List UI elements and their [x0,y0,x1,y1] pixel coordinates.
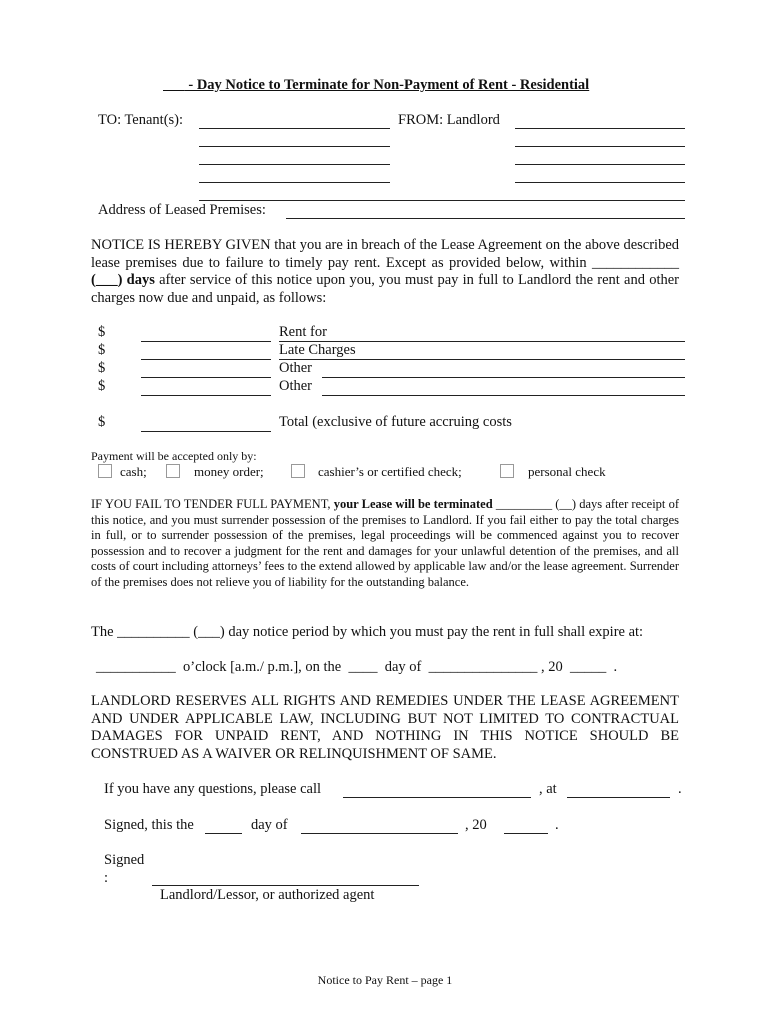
tenant-name-line-2[interactable] [199,146,390,147]
signed-year-label: , 20 [465,817,487,833]
charge-amount-line-3[interactable] [141,377,271,378]
signed-month-line[interactable] [301,833,458,834]
expire-line-2: ___________ o’clock [a.m./ p.m.], on the ____ day of _______________ , 20 _____ . [96,659,618,675]
total-dollar: $ [98,414,106,430]
total-label: Total (exclusive of future accruing costs [279,414,512,430]
charge-desc-line-2[interactable] [279,359,685,360]
tenant-name-line-4[interactable] [199,182,390,183]
landlord-name-line-1[interactable] [515,128,685,129]
signature-caption: Landlord/Lessor, or authorized agent [160,887,375,903]
money-order-checkbox[interactable] [166,464,180,478]
title-blank [163,77,185,93]
landlord-name-line-4[interactable] [515,182,685,183]
failure-bold: your Lease will be terminated [333,497,493,511]
address-line-top[interactable] [199,200,685,201]
notice-days-bold: (___) days [91,272,155,288]
charge-dollar-2: $ [98,342,106,358]
failure-paragraph: IF YOU FAIL TO TENDER FULL PAYMENT, your Lease will be terminated _________ (__) days after receipt of this notice, and you must surrender possession of the premises to Landlord. If you fail either to pay the total charges in full, or to surrender possession of the premises, legal proceedings will be commenced against you to recover possession and to recover a judgment for the rent and damages for your unlawful detention of the premises, and all costs of court including attorneys’ fees to the extend allowed by applicable law and/or the lease agreement. Surrender of the premises does not relieve you of liability for the outstanding balance. [91,497,679,589]
signed-end: . [555,817,559,833]
title-text: - Day Notice to Terminate for Non-Payment of Rent - Residential [184,77,590,93]
reserves-paragraph: LANDLORD RESERVES ALL RIGHTS AND REMEDIES UNDER THE LEASE AGREEMENT AND UNDER APPLICABLE LAW, INCLUDING BUT NOT LIMITED TO CONTRACTUAL DAMAGES FOR UNPAID RENT, AND NOTHING IN THIS NOTICE SHOULD BE CONSTRUED AS A WAIVER OR RELINQUISHMENT OF SAME. [91,693,679,762]
questions-phone-line[interactable] [567,797,670,798]
signed-this-label: Signed, this the [104,817,194,833]
charge-label-1: Rent for [279,324,327,340]
payment-heading: Payment will be accepted only by: [91,449,257,463]
questions-at: , at [539,781,557,797]
signature-line[interactable] [152,885,419,886]
total-amount-line[interactable] [141,431,271,432]
charge-label-2: Late Charges [279,342,356,358]
money-order-label: money order; [194,464,264,479]
notice-paragraph: NOTICE IS HEREBY GIVEN that you are in breach of the Lease Agreement on the above described lease premises due to failure to timely pay rent. Except as provided below, within ____________ (___) days after service of this notice upon you, you must pay in full to Landlord the rent and other charges now due and unpaid, as follows: [91,237,679,306]
personal-check-label: personal check [528,464,606,479]
landlord-name-line-3[interactable] [515,164,685,165]
signature-colon: : [104,870,109,886]
cashiers-check-label: cashier’s or certified check; [318,464,462,479]
address-label: Address of Leased Premises: [98,202,266,218]
questions-name-line[interactable] [343,797,531,798]
tenant-name-line-1[interactable] [199,128,390,129]
document-title [163,77,589,94]
address-line[interactable] [286,218,685,219]
to-tenant-label: TO: Tenant(s): [98,112,184,128]
charge-amount-line-2[interactable] [141,359,271,360]
from-landlord-label: FROM: Landlord [398,112,500,128]
page-footer: Notice to Pay Rent – page 1 [317,973,453,987]
charge-dollar-1: $ [98,324,106,340]
charge-desc-line-3[interactable] [322,377,685,378]
signature-label: Signed [104,852,145,868]
cashiers-check-checkbox[interactable] [291,464,305,478]
signed-year-line[interactable] [504,833,548,834]
charge-amount-line-1[interactable] [141,341,271,342]
personal-check-checkbox[interactable] [500,464,514,478]
signed-day-of: day of [251,817,288,833]
landlord-name-line-2[interactable] [515,146,685,147]
questions-end: . [678,781,682,797]
charge-label-3: Other [279,360,313,376]
signed-day-line[interactable] [205,833,242,834]
tenant-name-line-3[interactable] [199,164,390,165]
charge-amount-line-4[interactable] [141,395,271,396]
expire-line-1: The __________ (___) day notice period by which you must pay the rent in full shall expire at: [91,624,644,640]
questions-label: If you have any questions, please call [104,781,322,797]
cash-checkbox[interactable] [98,464,112,478]
charge-dollar-3: $ [98,360,106,376]
charge-desc-line-4[interactable] [322,395,685,396]
charge-dollar-4: $ [98,378,106,394]
charge-label-4: Other [279,378,313,394]
cash-label: cash; [120,464,147,479]
